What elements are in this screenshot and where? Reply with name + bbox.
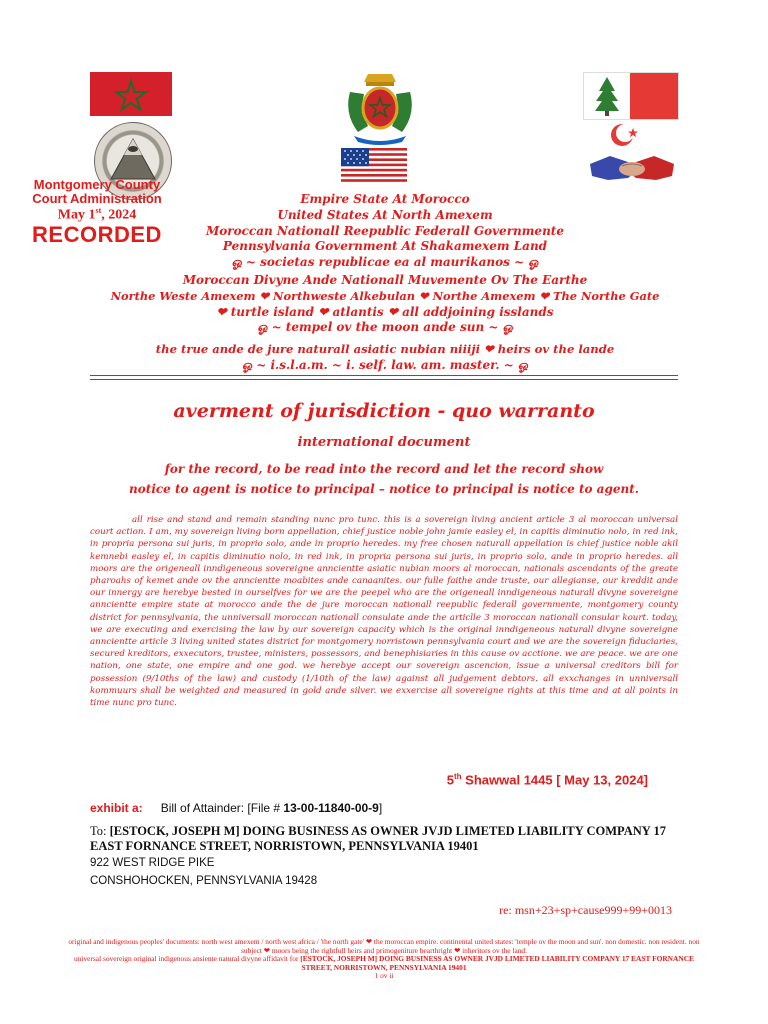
body-paragraph: all rise and stand and remain standing nunc pro tunc. this is a sovereign living ancient article 3 al moroccan universal court action. I am, my sovereign living born appellation, chief justice noble john jamie easley el, in capitis diminutio nolo, in red ink, in propria persona sui juris, in proprio solo, ande in proprio heredes. my free chosen naturall appellation is chief justice noble akil kemnebi easley el, in capitis diminutio nolo, in red ink, in propria persona sui juris, in proprio solo, ande in proprio heredes. all moors are the origeneall inndigeneous sovereigne anncientte asiatic nubian moors al moroccan, nationals ascendants of the greate pharoahs of kemet ande ov the anncientte moabites ande canaanites. our fulle faithe ande truste, our allegianse, our kreddit ande our innergy are herebye bested in ourselfves for we are the peepel who are the origeneall inndigeneous naturall divyne sovereigne anncientte empire state at morocco ande the de jure moroccan nationall reepublic federall governmente, montgomery county district for pennsylvania, the unniversall moroccan nationall consulate ande the articlle 3 moroccan nationall consular kourt. today, we are executing and exercising the law by our sovereign capacity which is the original inndigeneous naturall divyne sovereigne anncientte article 3 living united states district for montgomery norristown pennsylvania court and we are the sovereign fiduciaries, secured kreditors, exxecutors, trustee, ministers, possessors, and benephisiaries in this cause ov acctione. we are peace. we are one nation, one state, one empire and one god. we herebye accept our sovereign ascencion, issue a universal creditors bill for possession (9/10ths of the law) and custody (1/10th of the law) against all judgement debtors. all exxchanges in unniversall kommuurs shall be weighted and measured in gold ande silver. we exxercise all sovereigne rights at this time and at all points in time nunc pro tunc. [90, 515, 678, 709]
header-line-islam: ஓ ~ i.s.l.a.m. ~ i. self. law. am. master. ~ ஓ [241, 357, 528, 372]
header-line: ❤ turtle island ❤ atlantis ❤ all addjoining isslands [216, 304, 554, 319]
swirl-icon: ஓ [257, 320, 272, 335]
morocco-star-icon [90, 72, 172, 116]
document-subtitle: international document [297, 435, 471, 450]
page-number: 1 ov ii [374, 971, 394, 981]
coat-of-arms-icon [340, 70, 420, 146]
exhibit-label: exhibit a: [90, 801, 143, 815]
footer-line: original and indigenous peoples' documents: north west amexem / north west africa / 'the north gate' ❤ the moroccan empire. continental united states: 'temple ov the moon and sun'. non domestic. non resident. non subject ❤ moors being the rightfull heirs and primogeniture bearthright ❤ inheritors ov the land. [68, 937, 700, 955]
address-line: CONSHOHOCKEN, PENNSYLVANIA 19428 [90, 875, 318, 887]
header-line: Moroccan Nationall Reepublic Federall Governmente [206, 223, 564, 238]
header-line: Moroccan Divyne Ande Nationall Muvemente Ov The Earthe [182, 272, 588, 287]
header-divider [90, 375, 678, 376]
header-line: Pennsylvania Government At Shakamexem Land [222, 239, 548, 254]
header-line: United States At North Amexem [277, 207, 493, 222]
stamp-date: May 1st, 2024 [57, 205, 137, 223]
cedar-flag-icon [583, 72, 679, 120]
swirl-icon: ஓ [241, 357, 257, 372]
morocco-flag [90, 72, 172, 116]
swirl-icon: ஓ [231, 255, 246, 270]
file-number: 13-00-11840-00-9 [283, 801, 379, 815]
header-line-temple: ஓ ~ tempel ov the moon ande sun ~ ஓ [257, 320, 513, 335]
document-title: averment of jurisdiction - quo warranto [173, 400, 595, 422]
swirl-icon: ஓ [513, 357, 528, 372]
header-line: Empire State At Morocco [300, 192, 470, 206]
page-footer [60, 938, 708, 981]
swirl-icon: ஓ [498, 320, 513, 335]
exhibit-line: exhibit a: Bill of Attainder: [File # 13-00-11840-00-9] [90, 801, 383, 815]
crescent-star-icon [604, 120, 644, 150]
header-block [100, 192, 670, 374]
handshake-icon [588, 150, 676, 184]
address-line: 922 WEST RIDGE PIKE [90, 857, 215, 869]
addressee-name: To: [ESTOCK, JOSEPH M] DOING BUSINESS AS OWNER JVJD LIMETED LIABILITY COMPANY 17 EAST FORNANCE STREET, NORRISTOWN, PENNSYLVANIA 19401 [90, 824, 666, 853]
header-divider [90, 379, 678, 380]
header-line-societas: ஓ ~ societas republicae ea al maurikanos ~ ஓ [231, 255, 539, 270]
reference-line: re: msn+23+sp+cause999+99+0013 [499, 903, 672, 917]
us-flag-icon [341, 148, 407, 182]
header-line: Northe Weste Amexem ❤ Northweste Alkebulan ❤ Northe Amexem ❤ The Northe Gate [110, 288, 660, 303]
footer-line: universal sovereign original indigenous ansiente natural divyne affidavit for [ESTOCK, JOSEPH M] DOING BUSINESS AS OWNER JVJD LIMETED LIABILITY COMPANY 17 EAST FORNANCE STREET, NORRISTOWN, PENNSYLVANIA 19401 [74, 954, 694, 972]
stamp-status: RECORDED [32, 221, 162, 247]
addressee-block [90, 824, 682, 890]
stamp-county: Montgomery County [33, 177, 161, 192]
document-date: 5th Shawwal 1445 [ May 13, 2024] [446, 772, 648, 788]
swirl-icon: ஓ [524, 255, 539, 270]
record-statement: for the record, to be read into the record and let the record show [164, 462, 604, 476]
stamp-administration: Court Administration [32, 191, 162, 207]
header-line: the true ande de jure naturall asiatic nubian niiiji ❤ heirs ov the lande [155, 342, 615, 357]
notice-statement: notice to agent is notice to principal – notice to principal is notice to agent. [129, 482, 639, 496]
